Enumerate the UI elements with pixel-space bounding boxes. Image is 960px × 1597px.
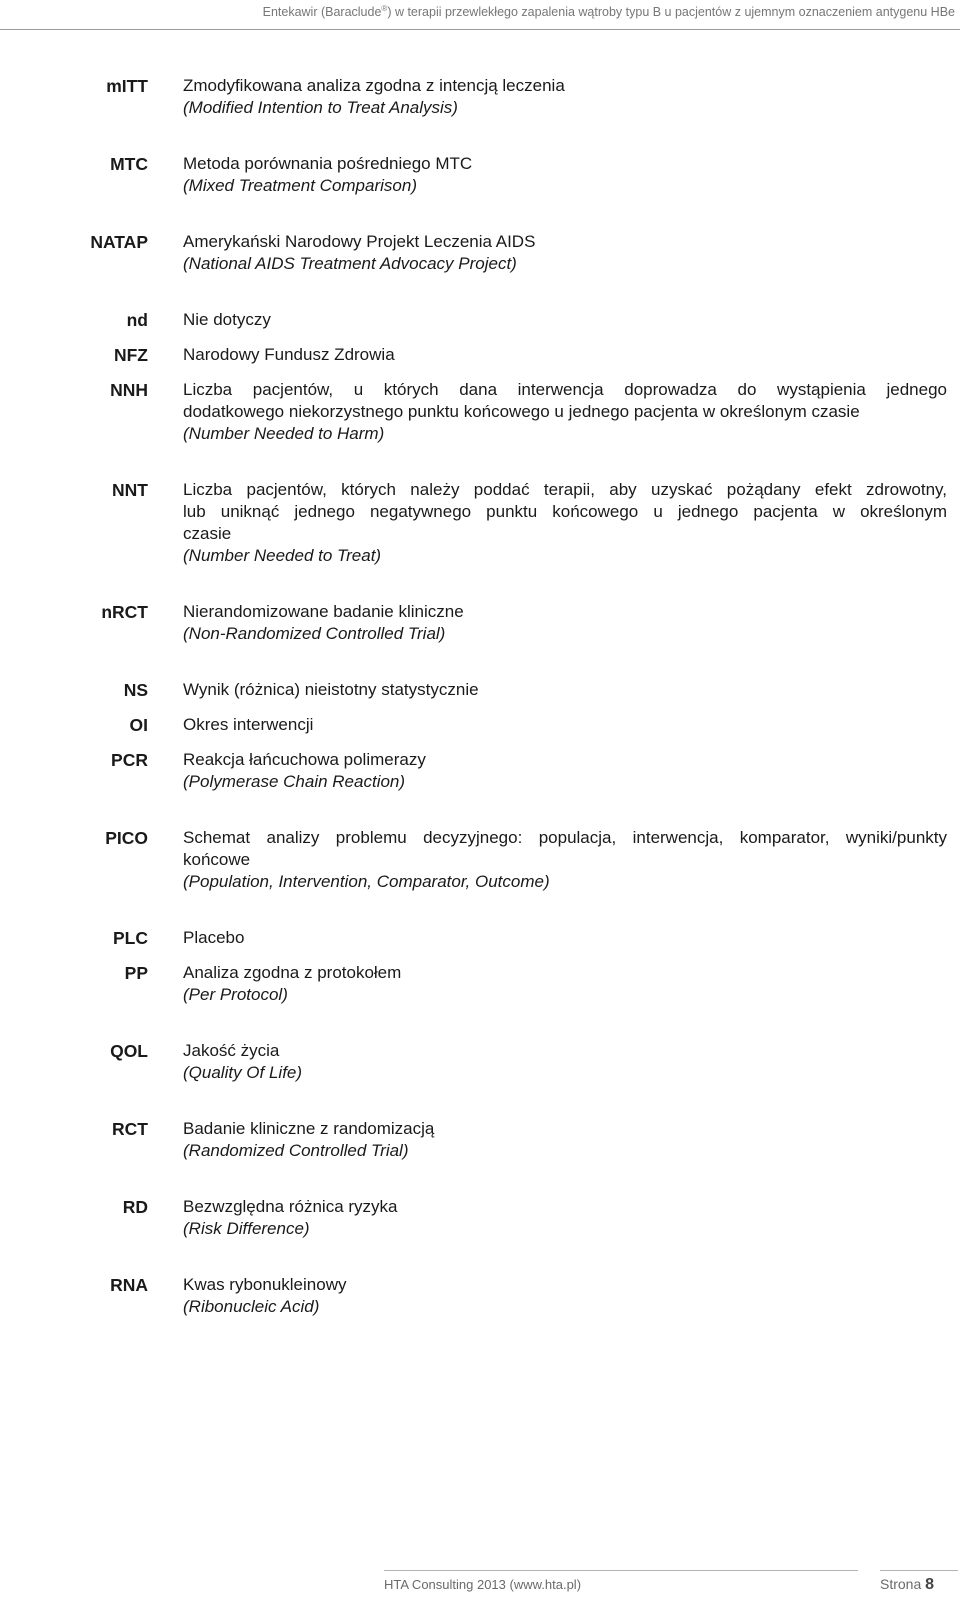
abbreviation: RNA bbox=[110, 1275, 148, 1295]
definition bbox=[183, 1040, 947, 1084]
definition-text: Schemat analizy problemu decyzyjnego: populacja, interwencja, komparator, wyniki/punkty bbox=[183, 828, 947, 847]
glossary-entry bbox=[0, 75, 960, 119]
glossary-entry bbox=[0, 153, 960, 197]
definition-text: Zmodyfikowana analiza zgodna z intencją leczenia bbox=[183, 76, 565, 95]
abbreviation: PICO bbox=[105, 828, 148, 848]
abbreviation: PLC bbox=[113, 928, 148, 948]
glossary-entry bbox=[0, 962, 960, 1006]
glossary-entry bbox=[0, 479, 960, 567]
english-term: (Number Needed to Treat) bbox=[183, 546, 382, 565]
abbreviation: mITT bbox=[106, 76, 148, 96]
english-term: (National AIDS Treatment Advocacy Project) bbox=[183, 254, 517, 273]
english-term: (Ribonucleic Acid) bbox=[183, 1297, 320, 1316]
definition bbox=[183, 1118, 947, 1162]
abbreviation: NS bbox=[123, 680, 148, 700]
english-term: (Randomized Controlled Trial) bbox=[183, 1141, 409, 1160]
page-header bbox=[0, 0, 960, 30]
english-term: (Risk Difference) bbox=[183, 1219, 310, 1238]
abbreviation: MTC bbox=[110, 154, 148, 174]
glossary-entry bbox=[0, 827, 960, 893]
definition-text: Bezwzględna różnica ryzyka bbox=[183, 1197, 398, 1216]
abbreviation: nd bbox=[126, 310, 148, 330]
english-term: (Quality Of Life) bbox=[183, 1063, 303, 1082]
definition-text: Kwas rybonukleinowy bbox=[183, 1275, 347, 1294]
definition-text: Jakość życia bbox=[183, 1041, 280, 1060]
glossary-entry bbox=[0, 749, 960, 793]
definition-text: Badanie kliniczne z randomizacją bbox=[183, 1119, 435, 1138]
definition-text: Nierandomizowane badanie kliniczne bbox=[183, 602, 464, 621]
abbreviation-glossary bbox=[0, 75, 960, 1318]
abbreviation: NNT bbox=[112, 480, 148, 500]
glossary-entry bbox=[0, 714, 960, 736]
definition-text: Okres interwencji bbox=[183, 715, 314, 734]
english-term: (Number Needed to Harm) bbox=[183, 424, 385, 443]
glossary-entry bbox=[0, 379, 960, 445]
abbreviation: NNH bbox=[110, 380, 148, 400]
glossary-entry bbox=[0, 1196, 960, 1240]
definition-text: Liczba pacjentów, których należy poddać terapii, aby uzyskać pożądany efekt zdrowotny, bbox=[183, 480, 947, 499]
definition-text: Placebo bbox=[183, 928, 245, 947]
glossary-entry bbox=[0, 231, 960, 275]
definition-text: Liczba pacjentów, u których dana interwencja doprowadza do wystąpienia jednego bbox=[183, 380, 947, 399]
definition bbox=[183, 1196, 947, 1240]
definition bbox=[183, 827, 947, 893]
definition-text: Wynik (różnica) nieistotny statystycznie bbox=[183, 680, 479, 699]
definition-text: Metoda porównania pośredniego MTC bbox=[183, 154, 473, 173]
english-term: (Per Protocol) bbox=[183, 985, 288, 1004]
abbreviation: NATAP bbox=[90, 232, 148, 252]
definition-text: Amerykański Narodowy Projekt Leczenia AIDS bbox=[183, 232, 536, 251]
abbreviation: RD bbox=[122, 1197, 148, 1217]
definition bbox=[183, 379, 947, 445]
abbreviation: OI bbox=[129, 715, 148, 735]
glossary-entry bbox=[0, 309, 960, 331]
footer-company: HTA Consulting 2013 (www.hta.pl) bbox=[384, 1570, 858, 1597]
definition-text: lub uniknąć jednego negatywnego punktu końcowego u jednego pacjenta w określonym bbox=[183, 502, 947, 521]
document-title: Entekawir (Baraclude®) w terapii przewlekłego zapalenia wątroby typu B u pacjentów z ujemnym oznaczeniem antygenu HBe bbox=[262, 4, 955, 20]
definition bbox=[183, 479, 947, 567]
abbreviation: QOL bbox=[110, 1041, 148, 1061]
english-term: (Modified Intention to Treat Analysis) bbox=[183, 98, 458, 117]
glossary-entry bbox=[0, 1118, 960, 1162]
glossary-entry bbox=[0, 927, 960, 949]
definition bbox=[183, 231, 947, 275]
glossary-entry bbox=[0, 601, 960, 645]
abbreviation: NFZ bbox=[113, 345, 148, 365]
page-footer bbox=[0, 1570, 960, 1597]
definition bbox=[183, 75, 947, 119]
definition-text: dodatkowego niekorzystnego punktu końcowego u jednego pacjenta w określonym czasie bbox=[183, 402, 860, 421]
english-term: (Polymerase Chain Reaction) bbox=[183, 772, 406, 791]
abbreviation: PCR bbox=[111, 750, 148, 770]
glossary-entry bbox=[0, 1040, 960, 1084]
definition bbox=[183, 344, 947, 366]
glossary-entry bbox=[0, 344, 960, 366]
english-term: (Non-Randomized Controlled Trial) bbox=[183, 624, 446, 643]
definition-text: Narodowy Fundusz Zdrowia bbox=[183, 345, 395, 364]
footer-page bbox=[880, 1570, 958, 1597]
abbreviation: PP bbox=[124, 963, 148, 983]
english-term: (Population, Intervention, Comparator, Outcome) bbox=[183, 872, 550, 891]
glossary-entry bbox=[0, 1274, 960, 1318]
definition bbox=[183, 309, 947, 331]
english-term: (Mixed Treatment Comparison) bbox=[183, 176, 417, 195]
definition bbox=[183, 962, 947, 1006]
abbreviation: RCT bbox=[112, 1119, 148, 1139]
definition bbox=[183, 601, 947, 645]
definition-text: czasie bbox=[183, 524, 232, 543]
definition bbox=[183, 679, 947, 701]
definition bbox=[183, 927, 947, 949]
definition bbox=[183, 1274, 947, 1318]
definition-text: Nie dotyczy bbox=[183, 310, 271, 329]
definition bbox=[183, 714, 947, 736]
definition-text: końcowe bbox=[183, 850, 251, 869]
glossary-entry bbox=[0, 679, 960, 701]
definition-text: Reakcja łańcuchowa polimerazy bbox=[183, 750, 426, 769]
page-label: Strona bbox=[880, 1576, 922, 1592]
abbreviation: nRCT bbox=[101, 602, 148, 622]
definition bbox=[183, 153, 947, 197]
page-number: 8 bbox=[925, 1576, 935, 1593]
definition bbox=[183, 749, 947, 793]
definition-text: Analiza zgodna z protokołem bbox=[183, 963, 402, 982]
